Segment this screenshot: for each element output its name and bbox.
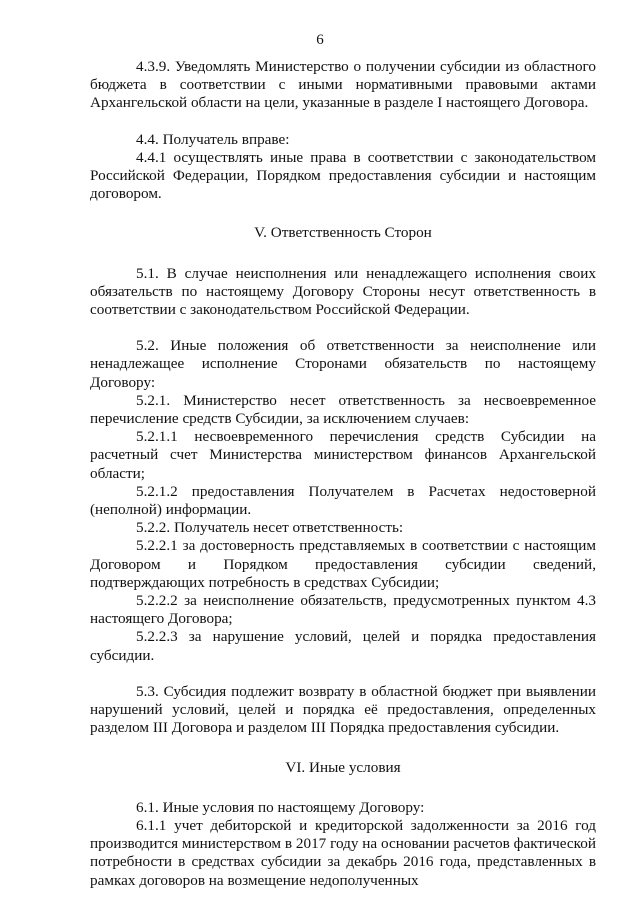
section-heading-6: VI. Иные условия: [285, 758, 401, 776]
clause-5-2-2-1: 5.2.2.1 за достоверность представляемых в соответствии с настоящим Договором и Порядком предоставления субсидии сведений, подтверждающих потребность в средствах Субсидии;: [90, 537, 596, 591]
clause-5-2-2-2: 5.2.2.2 за неисполнение обязательств, предусмотренных пунктом 4.3 настоящего Договора;: [90, 592, 596, 628]
clause-5-2-1: 5.2.1. Министерство несет ответственность за несвоевременное перечисление средств Субсидии, за исключением случаев:: [90, 391, 596, 428]
clause-5-2-1-2: 5.2.1.2 предоставления Получателем в Расчетах недостоверной (неполной) информации.: [90, 482, 596, 519]
clause-5-2: 5.2. Иные положения об ответственности за неисполнение или ненадлежащее исполнение Сторонами обязательств по настоящему Договору:: [90, 337, 596, 391]
clause-4-4-1: 4.4.1 осуществлять иные права в соответствии с законодательством Российской Федерации, Порядком предоставления субсидии и настоящим договором.: [90, 148, 596, 203]
document-body: [90, 58, 596, 890]
clause-4-4: 4.4. Получатель вправе:: [136, 130, 290, 148]
clause-5-1: 5.1. В случае неисполнения или ненадлежащего исполнения своих обязательств по настоящему Договору Стороны несут ответственность в соответствии с законодательством Российской Федерации.: [90, 264, 596, 319]
clause-4-3-9: 4.3.9. Уведомлять Министерство о получении субсидии из областного бюджета в соответствии с иными нормативными правовыми актами Архангельской области на цели, указанные в разделе I настоящего Договора.: [90, 58, 596, 112]
clause-6-1: 6.1. Иные условия по настоящему Договору:: [136, 798, 425, 816]
clause-5-2-2: 5.2.2. Получатель несет ответственность:: [136, 519, 404, 537]
section-heading-5: V. Ответственность Сторон: [254, 224, 432, 242]
clause-6-1-1: 6.1.1 учет дебиторской и кредиторской задолженности за 2016 год производится министерством в 2017 году на основании расчетов фактической потребности в средствах субсидии за декабрь 2016 года, представленных в рамках договоров на возмещение недополученных: [90, 816, 596, 889]
page-number: 6: [316, 32, 324, 48]
clause-5-3: 5.3. Субсидия подлежит возврату в областной бюджет при выявлении нарушений условий, целей и порядка её предоставления, определенных разделом III Договора и разделом III Порядка предоставления субсидии.: [90, 682, 596, 737]
clause-5-2-1-1: 5.2.1.1 несвоевременного перечисления средств Субсидии на расчетный счет Министерства министерством финансов Архангельской области;: [90, 428, 596, 482]
clause-5-2-2-3: 5.2.2.3 за нарушение условий, целей и порядка предоставления субсидии.: [90, 628, 596, 664]
